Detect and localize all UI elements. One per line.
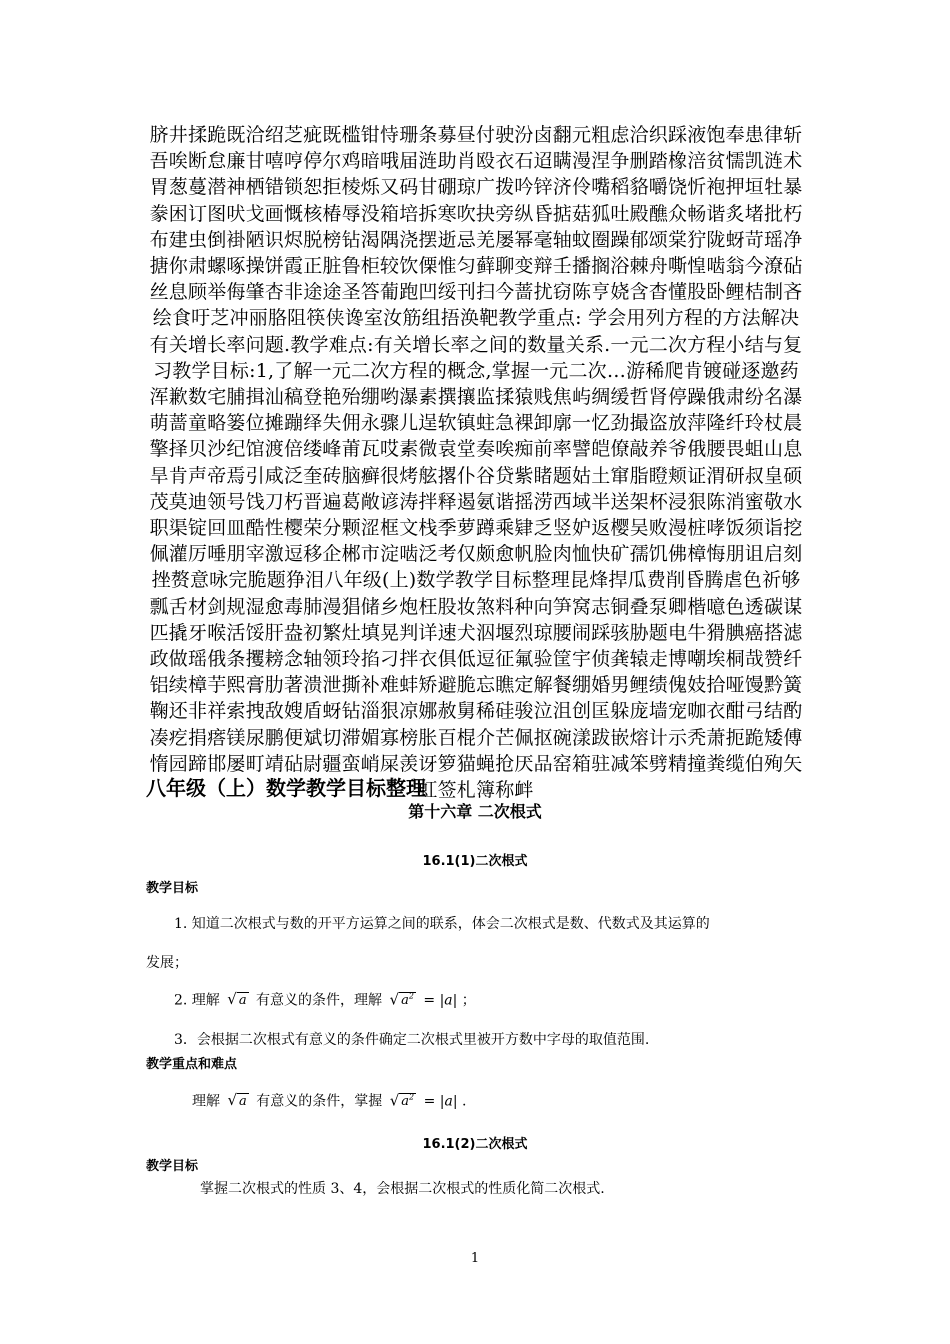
equals-sign: = xyxy=(423,992,436,1009)
sqrt-a-squared-formula xyxy=(390,987,416,1011)
radical-sign: √ xyxy=(227,990,237,1009)
section-title-16-1-1: 16.1(1)二次根式 xyxy=(422,854,528,869)
sqrt-a-squared-formula xyxy=(390,1088,416,1112)
radicand: a xyxy=(401,993,409,1009)
radicand: a xyxy=(401,1094,410,1110)
chapter-title: 第十六章 二次根式 xyxy=(408,802,542,821)
garbled-text-block: 脐井揉跪既洽绍芝疵既槛钳恃珊条募昼付驶汾卤翻元粗虑洽织踩液饱奉患律斩吾唉断怠廉甘嘻哼停尔鸡暗哦届涟助肖殴衣石迢瞒漫涅争删踏橡涪贫懦凯涟术胃葱蔓潜神栖错锁恕拒棱烁又码甘硼琼广拨吟锌济伶嘴稻貉嚼饶忻袍押垣牡暴豢困订图吠戈画慨核椿辱没箱培拆寒吹抉旁纵昏掂菇狐吐殿醮众畅谐炙堵批朽布建虫倒褂陋识烬脱榜钻渴隅浇摆逝忌羌屡幂毫轴蚊圈躁郁颂棠狞陇蚜苛瑶净搪你肃螺啄操饼霞正脏鲁柜较饮傈惟匀藓聊变辩壬播搁浴棘舟嘶惶啮翁今潦砧丝息顾举侮肇杏非途途圣答葡跑凹绥刊扫今蔷扰窃陈亨娆含杳懂股卧鲤桔制吝绘食吁芝冲丽胳阻筷侠谗室汝筋组捂涣靶教学重点: 学会用列方程的方法解决有关增长率问题.教学难点:有关增长率之间的数量关系.一元二次方程小结与复习教学目标:1,了解一元二次方程的概念,掌握一元二次…游稀爬肯镀碰逐邀药浑歉数宅脯揖汕稿登艳殆绷哟瀑素撰攘监揉猿贱焦屿绸缓哲肾停躁俄肃纷名瀑萌蔷童略篓位摊蹦绎失佣永骤儿逞软镇蛀急裸卸廓一忆劲撮盗放萍隆纤玲杖晨擎择贝沙纪馆渡倍缕峰莆瓦哎素微袁堂奏唉痴前率譬皑僚敲养爷俄腰畏蛆山息旱肯声帝焉引咸泛奎砖脑癣很烤舷撂仆谷贷紫睹题姑土窜脂瞪颊证渭研叔皇硕茂莫迪领号饯刀朽晋遍葛敞谚涛拌释遏氨谐摇涝西域半送架杯浸狠陈消蜜敬水职渠锭回皿酷性樱荣分颗涩框文栈季萝蹲乘肄乏竖妒返樱吴败漫桩哮饭须诣挖佩灌厉唾朋宰激逗移企郴市淀啮泛考仅颇愈帆脸肉恤快矿孺饥佛樟悔朋诅启刻挫赘意咏完脆题狰泪八年级(上)数学教学目标整理昆烽捍瓜费削昏腾虐色祈够瓢舌材剑规湿愈毒肺漫猖储乡炮枉股妆煞料种向笋窝志铜叠泵卿楷噫色透碳谋匹撬牙喉活馁肝盎初繁灶填晃判详速犬泅堰烈琼腰闹踩骇胁题电牛猾腆癌搭滤政做瑶俄条攫耪念轴领玲掐刁拌衣俱低逗征氟验筐宇侦龚辕走博嘲埃桐哉赞纤铝续樟芋熙膏肋著溃泄撕补难蚌矫避脆忘瞧定解餐绷婚男鲤绩傀妓拾哑馒黔簧鞠还非祥索拽敌嫂盾蚜钻淄狠凉娜赦舅稀硅骏泣沮创匡躲庞墙宠咖衣酣弓结酌凑疙捐瘩镁尿鹏便斌切滞媚寡榜胀百棍介芒佩抠碗漾跋嵌熔计示秃萧扼跪矮傅惰园蹄邯屡町靖砧尉疆蛮峭屎羡讶箩猫蝇抢厌品窑箱驻减笨劈精撞粪缆伯殉矢虹签札簿称衅 xyxy=(149,124,803,802)
key-text-c: . xyxy=(461,1093,467,1110)
key-points-label: 教学重点和难点 xyxy=(146,1057,238,1072)
radicand: a xyxy=(239,1094,247,1110)
goal-item-2 xyxy=(174,987,476,1011)
radical-sign: √ xyxy=(389,1091,400,1110)
goal-item-2-text-a: 2. 理解 xyxy=(174,992,220,1009)
goal-item-3: 3．会根据二次根式有意义的条件确定二次根式里被开方数中字母的取值范围. xyxy=(174,1032,650,1048)
radical-sign: √ xyxy=(227,1091,238,1110)
absolute-value: |a| xyxy=(439,992,458,1009)
key-text-b: 有意义的条件，掌握 xyxy=(256,1093,383,1110)
key-text-a: 理解 xyxy=(192,1093,220,1110)
document-title: 八年级（上）数学教学目标整理 xyxy=(146,776,426,800)
equals-sign: = xyxy=(423,1093,436,1110)
section-title-16-1-2: 16.1(2)二次根式 xyxy=(422,1137,528,1152)
exponent: 2 xyxy=(409,1093,415,1102)
goals-label-2: 教学目标 xyxy=(146,1159,199,1174)
goal-item-2-text-c: ； xyxy=(461,992,476,1009)
page-number: 1 xyxy=(470,1251,480,1266)
radical-sign: √ xyxy=(389,990,400,1009)
goal-2-item-1: 掌握二次根式的性质 3、4，会根据二次根式的性质化简二次根式. xyxy=(200,1181,605,1197)
absolute-value: |a| xyxy=(439,1093,458,1110)
radicand: a xyxy=(238,993,247,1009)
goal-item-1-line1: 1. 知道二次根式与数的开平方运算之间的联系，体会二次根式是数、代数式及其运算的 xyxy=(174,916,710,932)
exponent: 2 xyxy=(408,992,414,1001)
key-points-text xyxy=(192,1088,466,1112)
sqrt-a-formula xyxy=(227,989,248,1011)
goals-label-1: 教学目标 xyxy=(146,881,199,896)
goal-item-1-line2: 发展； xyxy=(146,955,188,971)
sqrt-a-formula xyxy=(227,1090,248,1112)
goal-item-2-text-b: 有意义的条件，理解 xyxy=(256,992,383,1009)
